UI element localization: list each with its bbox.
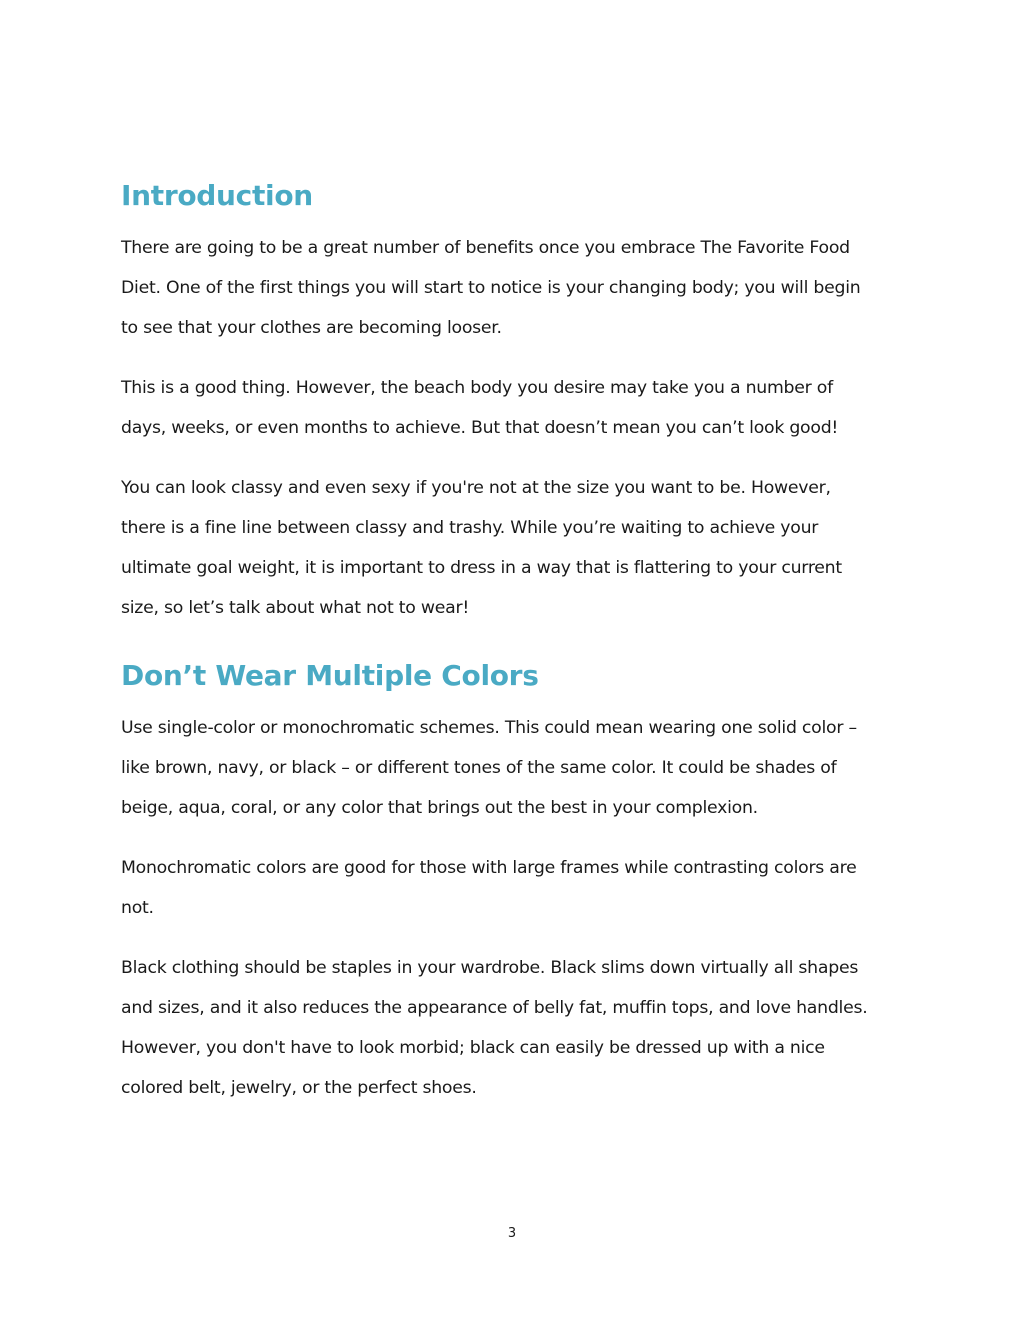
text-line: colored belt, jewelry, or the perfect shoes. (121, 1078, 477, 1098)
text-line: Use single-color or monochromatic schemes. This could mean wearing one solid color – (121, 718, 857, 738)
text-line: This is a good thing. However, the beach body you desire may take you a number of (121, 378, 833, 398)
text-line: to see that your clothes are becoming looser. (121, 318, 502, 338)
page-number: 3 (507, 1226, 517, 1241)
paragraph (121, 368, 911, 448)
text-line: like brown, navy, or black – or different tones of the same color. It could be shades of (121, 758, 837, 778)
section-heading: Don’t Wear Multiple Colors (121, 659, 539, 692)
section-heading: Introduction (121, 179, 313, 212)
text-line: there is a fine line between classy and trashy. While you’re waiting to achieve your (121, 518, 819, 538)
paragraph (121, 468, 911, 628)
text-line: size, so let’s talk about what not to wear! (121, 598, 470, 618)
paragraph (121, 708, 911, 828)
text-line: Monochromatic colors are good for those with large frames while contrasting colors are (121, 858, 857, 878)
section-introduction (121, 176, 911, 628)
paragraph (121, 228, 911, 348)
text-line: Black clothing should be staples in your wardrobe. Black slims down virtually all shapes (121, 958, 859, 978)
text-line: You can look classy and even sexy if you're not at the size you want to be. However, (121, 478, 831, 498)
text-line: not. (121, 898, 154, 918)
text-line: days, weeks, or even months to achieve. But that doesn’t mean you can’t look good! (121, 418, 839, 438)
section-dont-wear-multiple-colors (121, 656, 911, 1108)
text-line: beige, aqua, coral, or any color that brings out the best in your complexion. (121, 798, 758, 818)
text-line: Diet. One of the first things you will start to notice is your changing body; you will begin (121, 278, 861, 298)
text-line: However, you don't have to look morbid; black can easily be dressed up with a nice (121, 1038, 825, 1058)
page-content (121, 176, 911, 1108)
text-line: and sizes, and it also reduces the appearance of belly fat, muffin tops, and love handles. (121, 998, 868, 1018)
text-line: ultimate goal weight, it is important to dress in a way that is flattering to your current (121, 558, 842, 578)
paragraph (121, 848, 911, 928)
text-line: There are going to be a great number of benefits once you embrace The Favorite Food (121, 238, 850, 258)
paragraph (121, 948, 911, 1108)
